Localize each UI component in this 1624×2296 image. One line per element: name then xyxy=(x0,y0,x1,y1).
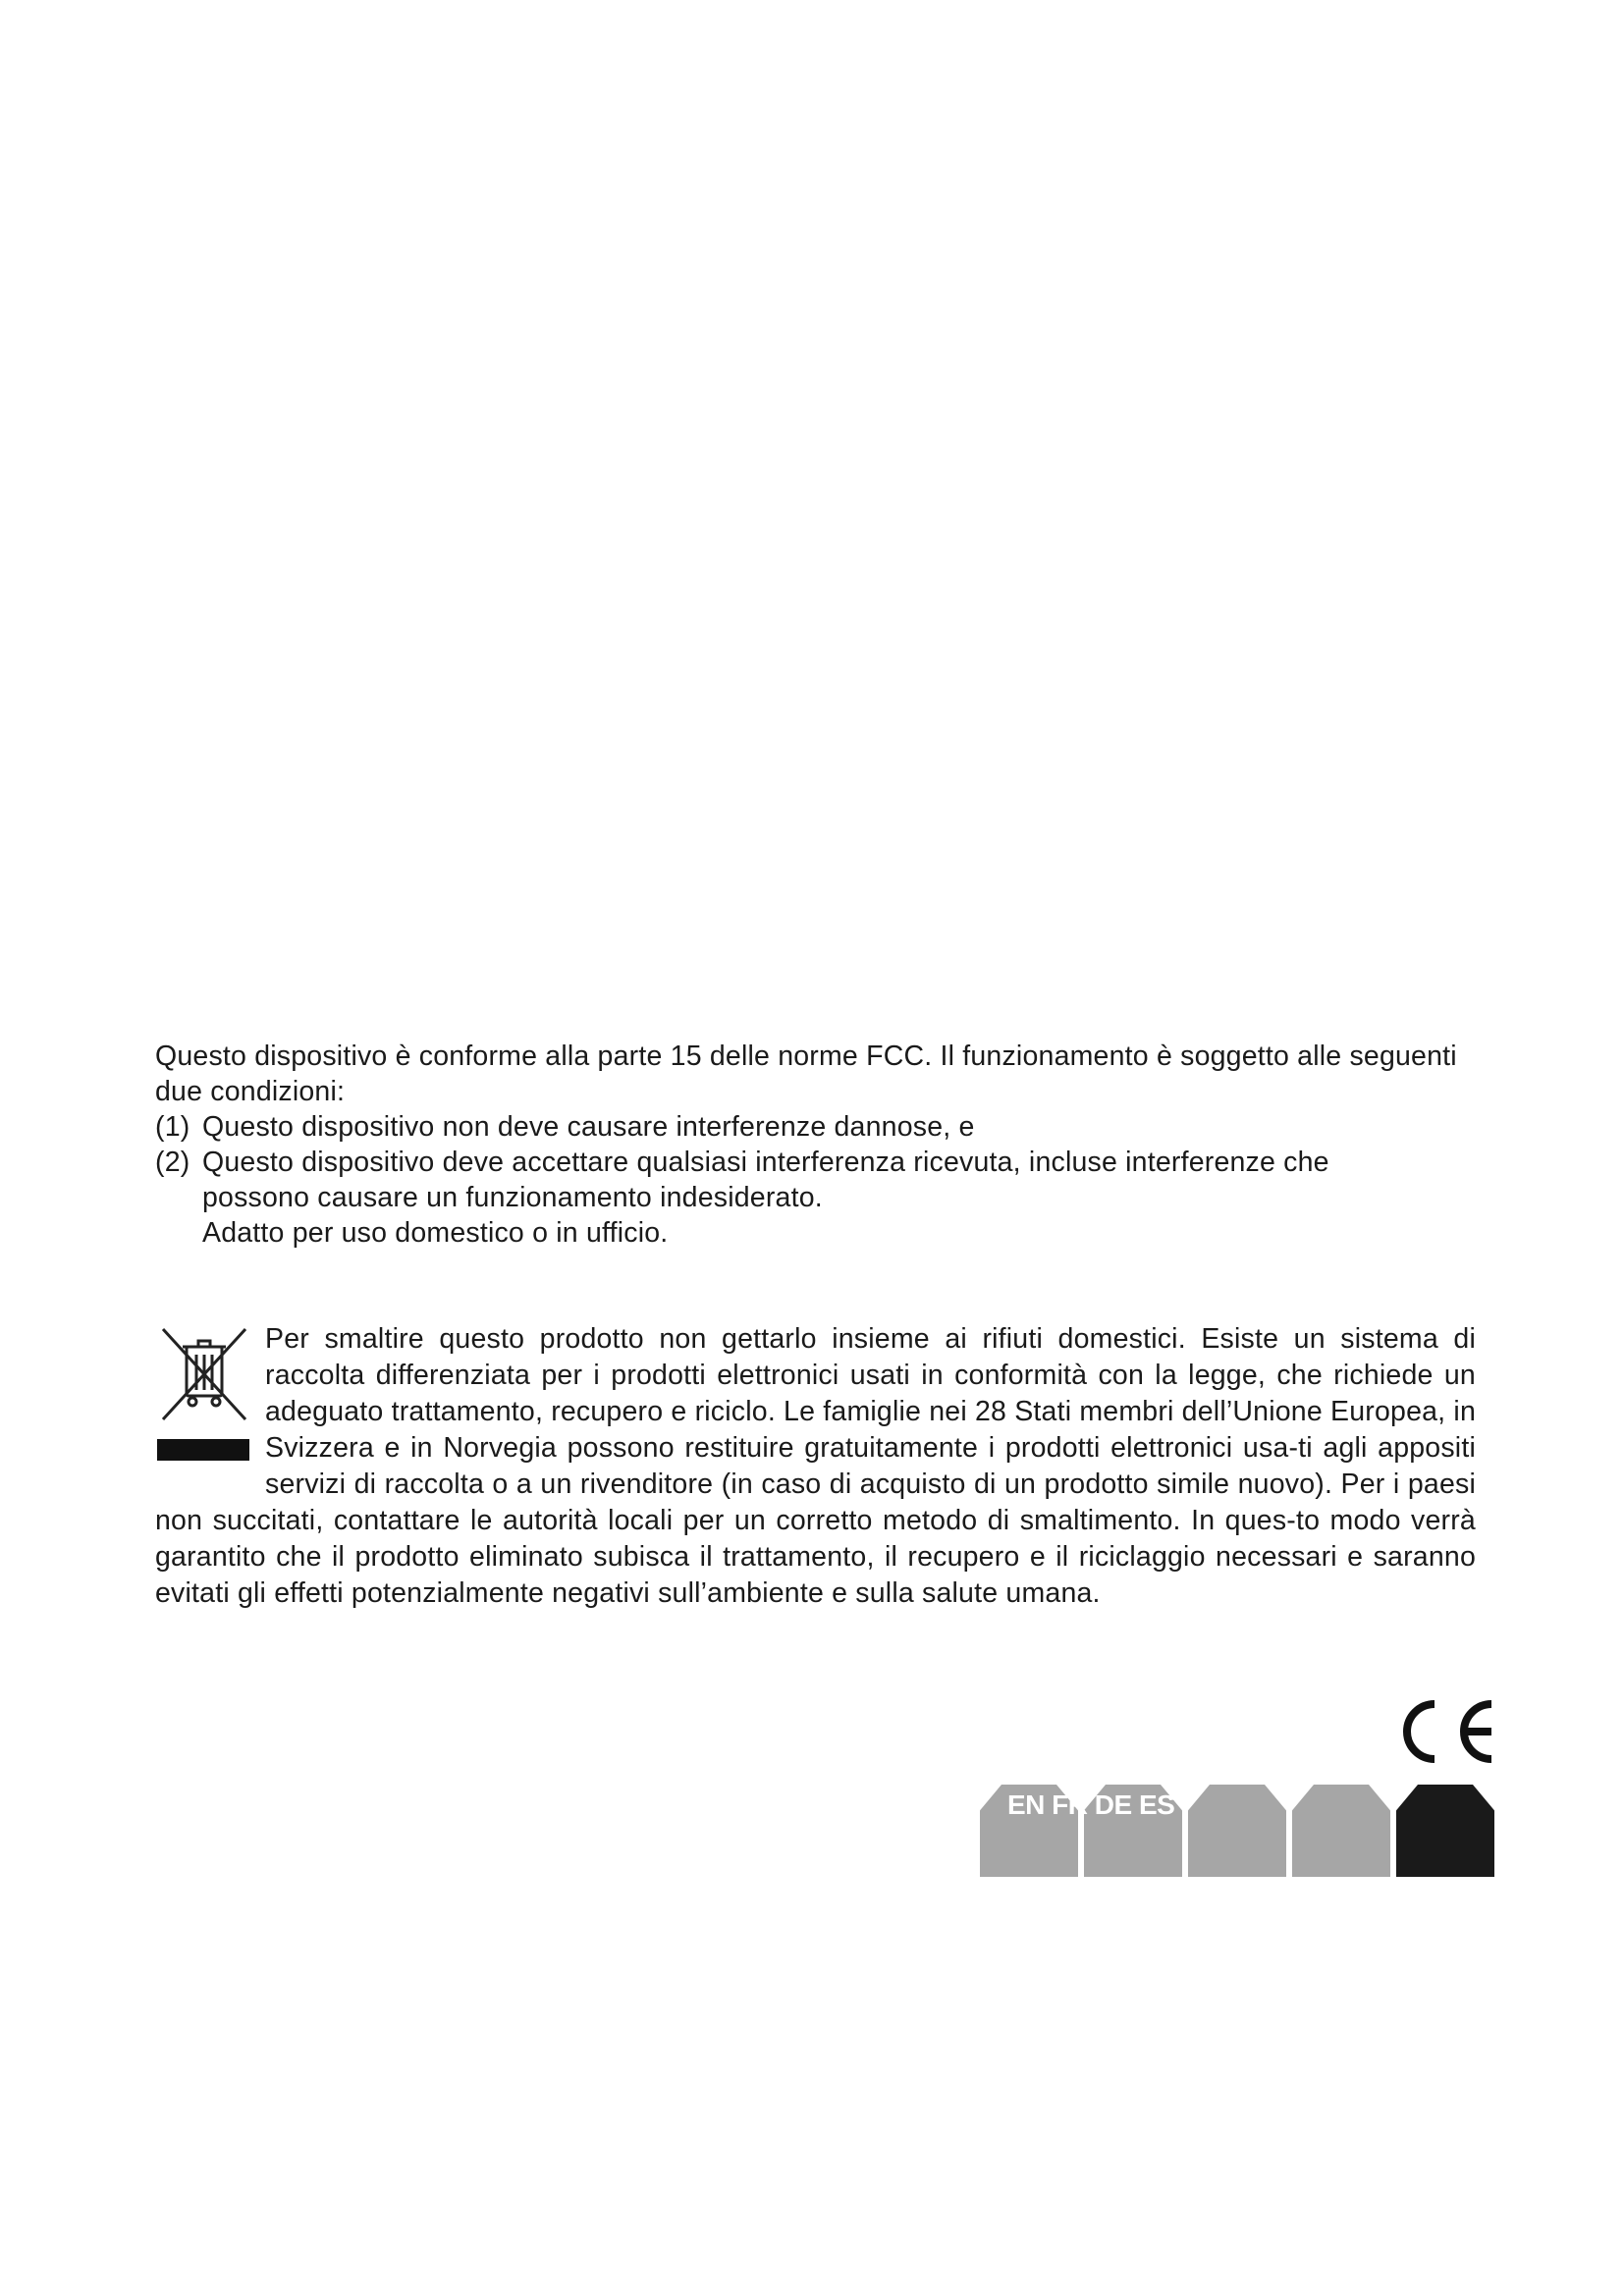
fcc-condition-1 xyxy=(155,1109,1471,1145)
tab-it-active[interactable] xyxy=(1396,1785,1494,1877)
condition-text: Questo dispositivo non deve causare interferenze dannose, e xyxy=(202,1111,975,1143)
disposal-notice xyxy=(155,1321,1476,1612)
usage-note: Adatto per uso domestico o in ufficio. xyxy=(202,1217,669,1249)
fcc-condition-2 xyxy=(155,1145,1471,1180)
condition-number: (1) xyxy=(155,1111,190,1143)
fcc-intro: Questo dispositivo è conforme alla parte 15 delle norme FCC. Il funzionamento è soggetto alle seguenti due condizioni: xyxy=(155,1041,1457,1107)
condition-continuation: possono causare un funzionamento indesiderato. xyxy=(202,1182,823,1213)
weee-crossed-bin-icon xyxy=(155,1325,253,1470)
condition-text: Questo dispositivo deve accettare qualsiasi interferenza ricevuta, incluse interferenze che xyxy=(202,1147,1329,1178)
fcc-notice xyxy=(155,1039,1471,1251)
condition-number: (2) xyxy=(155,1147,190,1178)
ce-mark-icon xyxy=(1389,1696,1497,1767)
language-tab-labels: EN FR DE ES xyxy=(1007,1789,1175,1820)
tab-es[interactable] xyxy=(1292,1785,1390,1877)
tab-de[interactable] xyxy=(1188,1785,1286,1877)
disposal-text: Per smaltire questo prodotto non gettarlo insieme ai rifiuti domestici. Esiste un sistema di raccolta differenziata per i prodotti elettronici usati in conformità con la legge, che richiede un adeguato trattamento, recupero e riciclo. Le famiglie nei 28 Stati membri dell’Unione Europea, in Svizzera e in Norvegia possono restituire gratuitamente i prodotti elettronici usa-ti agli appositi servizi di raccolta o a un rivenditore (in caso di acquisto di un prodotto simile nuovo). Per i paesi non succitati, contattare le autorità locali per un corretto metodo di smaltimento. In ques-to modo verrà garantito che il prodotto eliminato subisca il trattamento, il recupero e il riciclaggio necessari e saranno evitati gli effetti potenzialmente negativi sull’ambiente e sulla salute umana. xyxy=(155,1323,1476,1609)
